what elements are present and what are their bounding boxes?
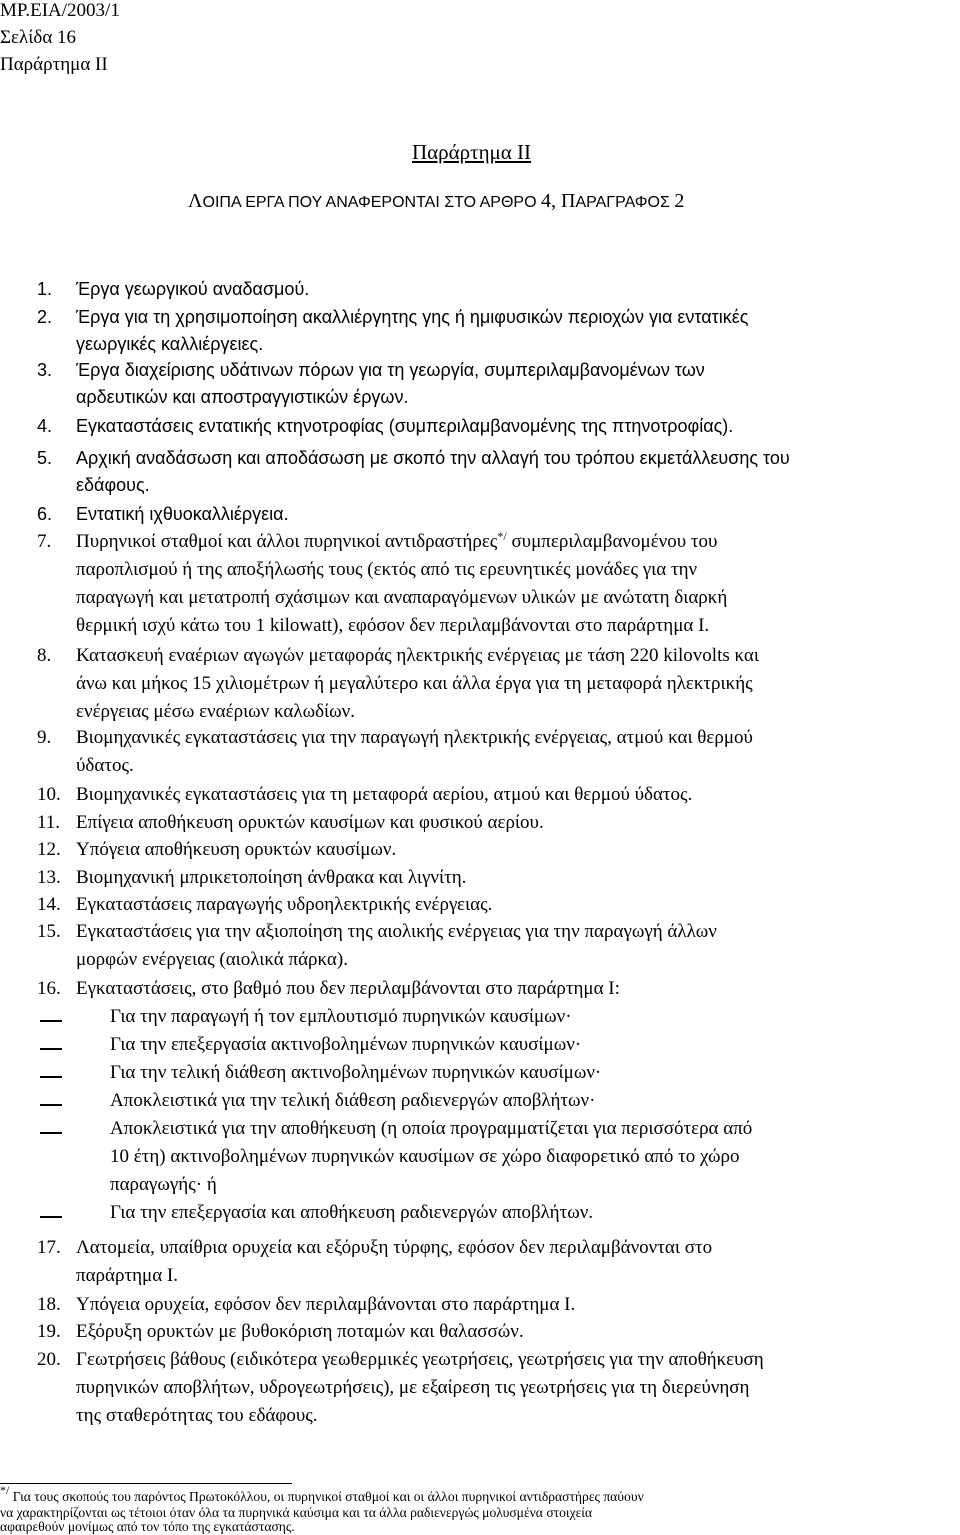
- subtitle-article-number: 4: [540, 190, 551, 212]
- item-text: [76, 531, 717, 553]
- item-number: 2.: [37, 307, 53, 327]
- footnote-mark: */: [0, 1483, 10, 1497]
- item-text: Αρχική αναδάσωση και αποδάσωση με σκοπό την αλλαγή του τρόπου εκμετάλλευσης του: [76, 448, 790, 468]
- item-text: Έργα για τη χρησιμοποίηση ακαλλιέργητης γης ή ημιφυσικών περιοχών για εντατικές: [76, 307, 749, 327]
- item-number: 11.: [37, 812, 61, 833]
- item-text: Επίγεια αποθήκευση ορυκτών καυσίμων και φυσικού αερίου.: [76, 812, 544, 833]
- dash-bullet: [40, 1048, 62, 1050]
- item-text: μορφών ενέργειας (αιολικά πάρκα).: [76, 949, 348, 970]
- item-text: Γεωτρήσεις βάθους (ειδικότερα γεωθερμικές γεωτρήσεις, γεωτρήσεις για την αποθήκευση: [76, 1349, 764, 1370]
- doc-reference: ΜΡ.ΕΙΑ/2003/1: [0, 0, 120, 21]
- item-text: ενέργειας μέσω εναέριων καλωδίων.: [76, 701, 356, 722]
- item-number: 10.: [37, 784, 61, 805]
- dash-bullet: [40, 1020, 62, 1022]
- sub-item-text: Αποκλειστικά για την αποθήκευση (η οποία προγραμματίζεται για περισσότερα από: [110, 1118, 753, 1139]
- page-number: Σελίδα 16: [0, 27, 77, 48]
- footnote-line: να χαρακτηρίζονται ως τέτοιοι όταν όλα τα πυρηνικά καύσιμα και τα άλλα ραδιενεργώς μολυσμένα στοιχεία: [0, 1505, 593, 1520]
- item-number: 12.: [37, 839, 61, 860]
- item-text: παράρτημα Ι.: [76, 1265, 179, 1286]
- item-text: Έργα διαχείρισης υδάτινων πόρων για τη γεωργία, συμπεριλαμβανομένων των: [76, 360, 705, 380]
- item-text: θερμική ισχύ κάτω του 1 kilowatt), εφόσον δεν περιλαμβάνονται στο παράρτημα Ι.: [76, 615, 710, 636]
- item-text: Υπόγεια ορυχεία, εφόσον δεν περιλαμβάνονται στο παράρτημα Ι.: [76, 1294, 576, 1315]
- item-number: 20.: [37, 1349, 61, 1370]
- item-number: 13.: [37, 867, 61, 888]
- item-text: Βιομηχανική μπρικετοποίηση άνθρακα και λιγνίτη.: [76, 867, 467, 888]
- dash-bullet: [40, 1216, 62, 1218]
- item-text: Εντατική ιχθυοκαλλιέργεια.: [76, 504, 289, 524]
- item-number: 14.: [37, 894, 61, 915]
- item-number: 3.: [37, 360, 53, 380]
- item-number: 15.: [37, 921, 61, 942]
- item-text: Έργα γεωργικού αναδασμού.: [76, 279, 310, 299]
- sub-item-text: Για την τελική διάθεση ακτινοβολημένων πυρηνικών καυσίμων·: [110, 1062, 602, 1083]
- item-text: Βιομηχανικές εγκαταστάσεις για τη μεταφορά αερίου, ατμού και θερμού ύδατος.: [76, 784, 693, 805]
- item-number: 4.: [37, 416, 53, 436]
- item-text-part: Πυρηνικοί σταθμοί και άλλοι πυρηνικοί αντιδραστήρες: [76, 531, 498, 552]
- dash-bullet: [40, 1132, 62, 1134]
- sub-item-text: παραγωγής· ή: [110, 1174, 217, 1195]
- item-text: Εγκαταστάσεις, στο βαθμό που δεν περιλαμβάνονται στο παράρτημα Ι:: [76, 978, 620, 999]
- item-number: 16.: [37, 978, 61, 999]
- subtitle-paragraph-number: 2: [674, 190, 685, 212]
- item-text: Βιομηχανικές εγκαταστάσεις για την παραγωγή ηλεκτρικής ενέργειας, ατμού και θερμού: [76, 727, 753, 748]
- item-number: 9.: [37, 727, 52, 748]
- item-number: 18.: [37, 1294, 61, 1315]
- item-text: Εγκαταστάσεις για την αξιοποίηση της αιολικής ενέργειας για την παραγωγή άλλων: [76, 921, 717, 942]
- item-text: ύδατος.: [76, 755, 134, 776]
- sub-item-text: Για την επεξεργασία και αποθήκευση ραδιενεργών αποβλήτων.: [110, 1202, 594, 1223]
- item-number: 6.: [37, 504, 53, 524]
- sub-item-text: Αποκλειστικά για την τελική διάθεση ραδιενεργών αποβλήτων·: [110, 1090, 596, 1111]
- footnote-text: Για τους σκοπούς του παρόντος Πρωτοκόλλου, οι πυρηνικοί σταθμοί και οι άλλοι πυρηνικοί αντιδραστήρες παύουν: [9, 1489, 644, 1504]
- annex-label: Παράρτημα ΙΙ: [0, 54, 108, 75]
- item-number: 17.: [37, 1237, 61, 1258]
- sub-item-text: Για την επεξεργασία ακτινοβολημένων πυρηνικών καυσίμων·: [110, 1034, 582, 1055]
- footnote-line: [0, 1483, 644, 1504]
- subtitle-p-initial: Π: [560, 190, 576, 212]
- item-text: άνω και μήκος 15 χιλιομέτρων ή μεγαλύτερο και άλλα έργα για τη μεταφορά ηλεκτρικής: [76, 673, 753, 694]
- footnote-reference: */: [497, 529, 507, 543]
- item-text: Εγκαταστάσεις παραγωγής υδροηλεκτρικής ενέργειας.: [76, 894, 493, 915]
- sub-item-text: 10 έτη) ακτινοβολημένων πυρηνικών καυσίμων σε χώρο διαφορετικό από το χώρο: [110, 1146, 740, 1167]
- item-text: εδάφους.: [76, 475, 150, 495]
- item-text: παραγωγή και μετατροπή σχάσιμων και αναπαραγόμενων υλικών με ανώτατη διαρκή: [76, 587, 728, 608]
- item-text: Εγκαταστάσεις εντατικής κτηνοτροφίας (συμπεριλαμβανομένης της πτηνοτροφίας).: [76, 416, 734, 436]
- subtitle-initial: Λ: [188, 190, 203, 212]
- item-number: 19.: [37, 1321, 61, 1342]
- footnote-line: αφαιρεθούν μονίμως από τον τόπο της εγκατάστασης.: [0, 1519, 295, 1534]
- item-text: αρδευτικών και αποστραγγιστικών έργων.: [76, 387, 409, 407]
- subtitle-comma: ,: [550, 190, 561, 212]
- item-text: Λατομεία, υπαίθρια ορυχεία και εξόρυξη τύρφης, εφόσον δεν περιλαμβάνονται στο: [76, 1237, 713, 1258]
- item-text: γεωργικές καλλιέργειες.: [76, 334, 264, 354]
- dash-bullet: [40, 1076, 62, 1078]
- item-number: 5.: [37, 448, 53, 468]
- item-text: παροπλισμού ή της αποξήλωσής τους (εκτός από τις ερευνητικές μονάδες για την: [76, 559, 698, 580]
- item-text: Κατασκευή εναέριων αγωγών μεταφοράς ηλεκτρικής ενέργειας με τάση 220 kilovolts και: [76, 645, 759, 666]
- item-text-part: συμπεριλαμβανομένου του: [506, 531, 718, 552]
- item-number: 7.: [37, 531, 52, 552]
- sub-item-text: Για την παραγωγή ή τον εμπλουτισμό πυρηνικών καυσίμων·: [110, 1006, 572, 1027]
- item-number: 1.: [37, 279, 53, 299]
- footnote-separator: [0, 1483, 292, 1484]
- dash-bullet: [40, 1104, 62, 1106]
- item-text: Υπόγεια αποθήκευση ορυκτών καυσίμων.: [76, 839, 397, 860]
- item-text: της σταθερότητας του εδάφους.: [76, 1405, 318, 1426]
- subtitle-p-text: ΑΡΑΓΡΑΦΟΣ: [575, 194, 675, 211]
- page-title: Παράρτημα ΙΙ: [412, 140, 532, 164]
- item-number: 8.: [37, 645, 52, 666]
- subtitle-text: ΟΙΠΑ ΕΡΓΑ ΠΟΥ ΑΝΑΦΕΡΟΝΤΑΙ ΣΤΟ ΑΡΘΡΟ: [202, 194, 541, 211]
- item-text: Εξόρυξη ορυκτών με βυθοκόριση ποταμών και θαλασσών.: [76, 1321, 524, 1342]
- page-subtitle: [188, 190, 684, 213]
- item-text: πυρηνικών αποβλήτων, υδρογεωτρήσεις), με εξαίρεση τις γεωτρήσεις για τη διερεύνηση: [76, 1377, 750, 1398]
